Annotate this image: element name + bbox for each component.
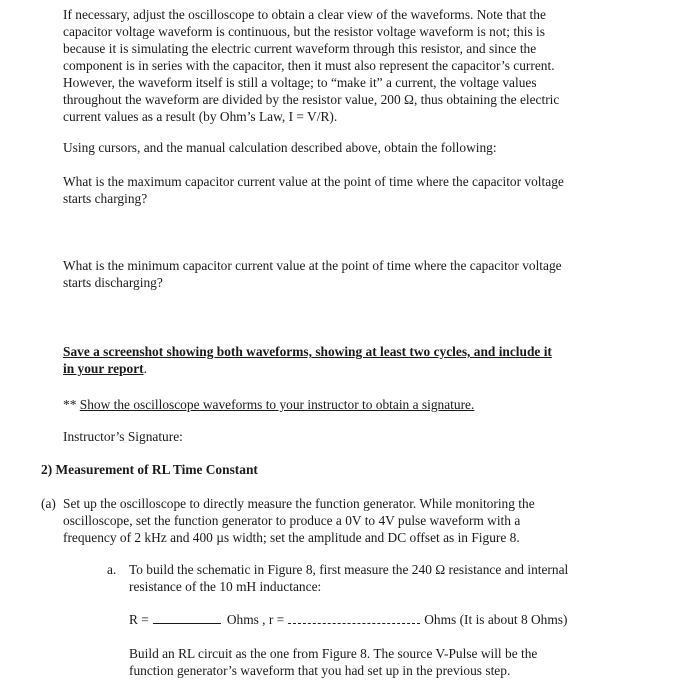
question-max-current	[63, 173, 564, 207]
question-line: starts discharging?	[63, 275, 163, 290]
part-a-line: oscilloscope, set the function generator to produce a 0V to 4V pulse waveform with a	[63, 513, 521, 528]
intro-line: current values as a result (by Ohm’s Law, I = V/R).	[63, 109, 338, 124]
sub-step-label: a.	[107, 562, 117, 577]
build-circuit-instruction	[129, 645, 537, 679]
part-a	[41, 495, 601, 546]
question-min-current	[63, 257, 562, 291]
cursors-instruction: Using cursors, and the manual calculation described above, obtain the following:	[63, 140, 497, 155]
instructor-signature-label: Instructor’s Signature:	[63, 429, 183, 444]
intro-line: because it is simulating the electric current waveform through this resistor, and since the	[63, 41, 537, 56]
intro-line: component is in series with the capacitor, then it must also represent the capacitor’s current.	[63, 58, 555, 73]
internal-r-blank[interactable]	[288, 614, 420, 624]
show-instructor-note	[63, 396, 474, 413]
intro-line: If necessary, adjust the oscilloscope to obtain a clear view of the waveforms. Note that the	[63, 7, 546, 22]
intro-paragraph	[63, 6, 559, 125]
intro-line: capacitor voltage waveform is continuous, but the resistor voltage waveform is not; this is	[63, 24, 545, 39]
sub-step-line: To build the schematic in Figure 8, first measure the 240 Ω resistance and internal	[129, 562, 569, 577]
r-blank[interactable]	[153, 611, 221, 624]
ohms-r-label: Ohms , r =	[226, 612, 285, 627]
note-text: Show the oscilloscope waveforms to your instructor to obtain a signature.	[79, 397, 475, 412]
resistance-fill-in	[129, 611, 567, 628]
part-a-line: frequency of 2 kHz and 400 µs width; set the amplitude and DC offset as in Figure 8.	[63, 530, 520, 545]
part-a-line: Set up the oscilloscope to directly measure the function generator. While monitoring the	[63, 496, 535, 511]
intro-line: throughout the waveform are divided by the resistor value, 200 Ω, thus obtaining the electric	[63, 92, 560, 107]
part-a-label: (a)	[41, 496, 56, 511]
question-line: What is the minimum capacitor current value at the point of time where the capacitor voltage	[63, 258, 562, 273]
save-line: Save a screenshot showing both waveforms, showing at least two cycles, and include it	[63, 344, 552, 359]
section-heading: 2) Measurement of RL Time Constant	[41, 462, 258, 477]
build-line: function generator’s waveform that you had set up in the previous step.	[129, 663, 511, 678]
build-line: Build an RL circuit as the one from Figure 8. The source V-Pulse will be the	[129, 646, 538, 661]
sub-step-line: resistance of the 10 mH inductance:	[129, 579, 322, 594]
r-label: R =	[129, 612, 149, 627]
save-line-2-text: in your report	[63, 361, 144, 376]
intro-line: However, the waveform itself is still a voltage; to “make it” a current, the voltage values	[63, 75, 537, 90]
save-screenshot-instruction	[63, 343, 552, 377]
question-line: starts charging?	[63, 191, 148, 206]
sub-step-a	[107, 561, 617, 595]
note-prefix: **	[63, 397, 80, 412]
save-period: .	[143, 361, 147, 376]
ohms-note: Ohms (It is about 8 Ohms)	[424, 612, 568, 627]
question-line: What is the maximum capacitor current value at the point of time where the capacitor voltage	[63, 174, 564, 189]
save-line-2	[63, 360, 552, 377]
